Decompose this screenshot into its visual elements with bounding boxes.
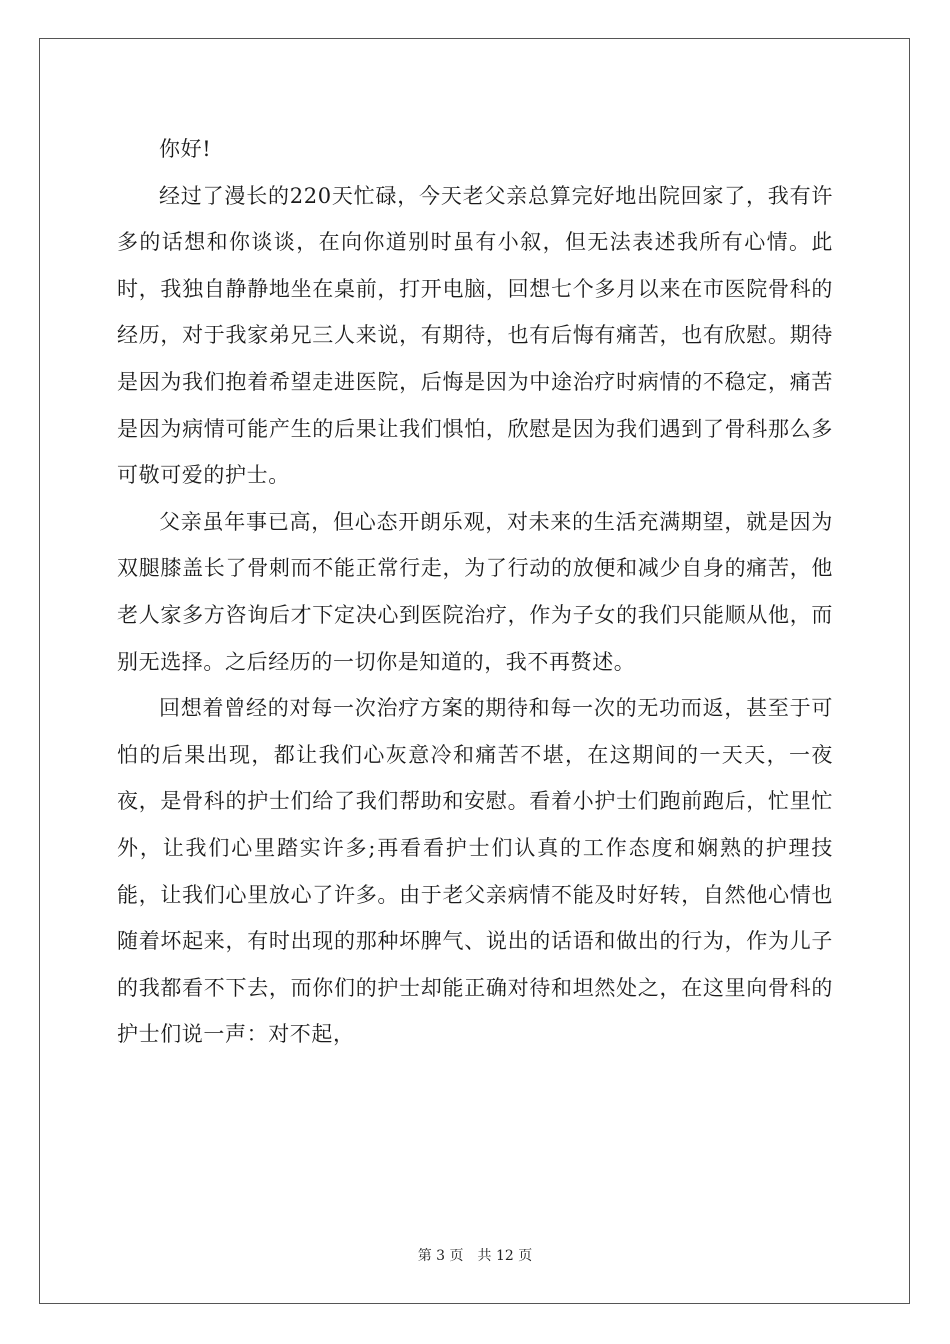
body-paragraph: 经过了漫长的220天忙碌，今天老父亲总算完好地出院回家了，我有许多的话想和你谈谈，在向你道别时虽有小叙，但无法表述我所有心情。此时，我独自静静地坐在桌前，打开电脑，回想七个多月以来在市医院骨科的经历，对于我家弟兄三人来说，有期待，也有后悔有痛苦，也有欣慰。期待是因为我们抱着希望走进医院，后悔是因为中途治疗时病情的不稳定，痛苦是因为病情可能产生的后果让我们惧怕，欣慰是因为我们遇到了骨科那么多可敬可爱的护士。 — [117, 183, 833, 488]
greeting-paragraph: 你好! — [159, 137, 212, 161]
page-number-footer: 第 3 页 共 12 页 — [417, 1248, 533, 1264]
letter-body — [117, 126, 833, 1058]
body-paragraph: 父亲虽年事已高，但心态开朗乐观，对未来的生活充满期望，就是因为双腿膝盖长了骨刺而不能正常行走，为了行动的放便和减少自身的痛苦，他老人家多方咨询后才下定决心到医院治疗，作为子女的我们只能顺从他，而别无选择。之后经历的一切你是知道的，我不再赘述。 — [117, 509, 833, 674]
body-paragraph: 回想着曾经的对每一次治疗方案的期待和每一次的无功而返，甚至于可怕的后果出现，都让我们心灰意冷和痛苦不堪，在这期间的一天天，一夜夜，是骨科的护士们给了我们帮助和安慰。看着小护士们跑前跑后，忙里忙外，让我们心里踏实许多;再看看护士们认真的工作态度和娴熟的护理技能，让我们心里放心了许多。由于老父亲病情不能及时好转，自然他心情也随着坏起来，有时出现的那种坏脾气、说出的话语和做出的行为，作为儿子的我都看不下去，而你们的护士却能正确对待和坦然处之，在这里向骨科的护士们说一声：对不起， — [117, 696, 833, 1047]
